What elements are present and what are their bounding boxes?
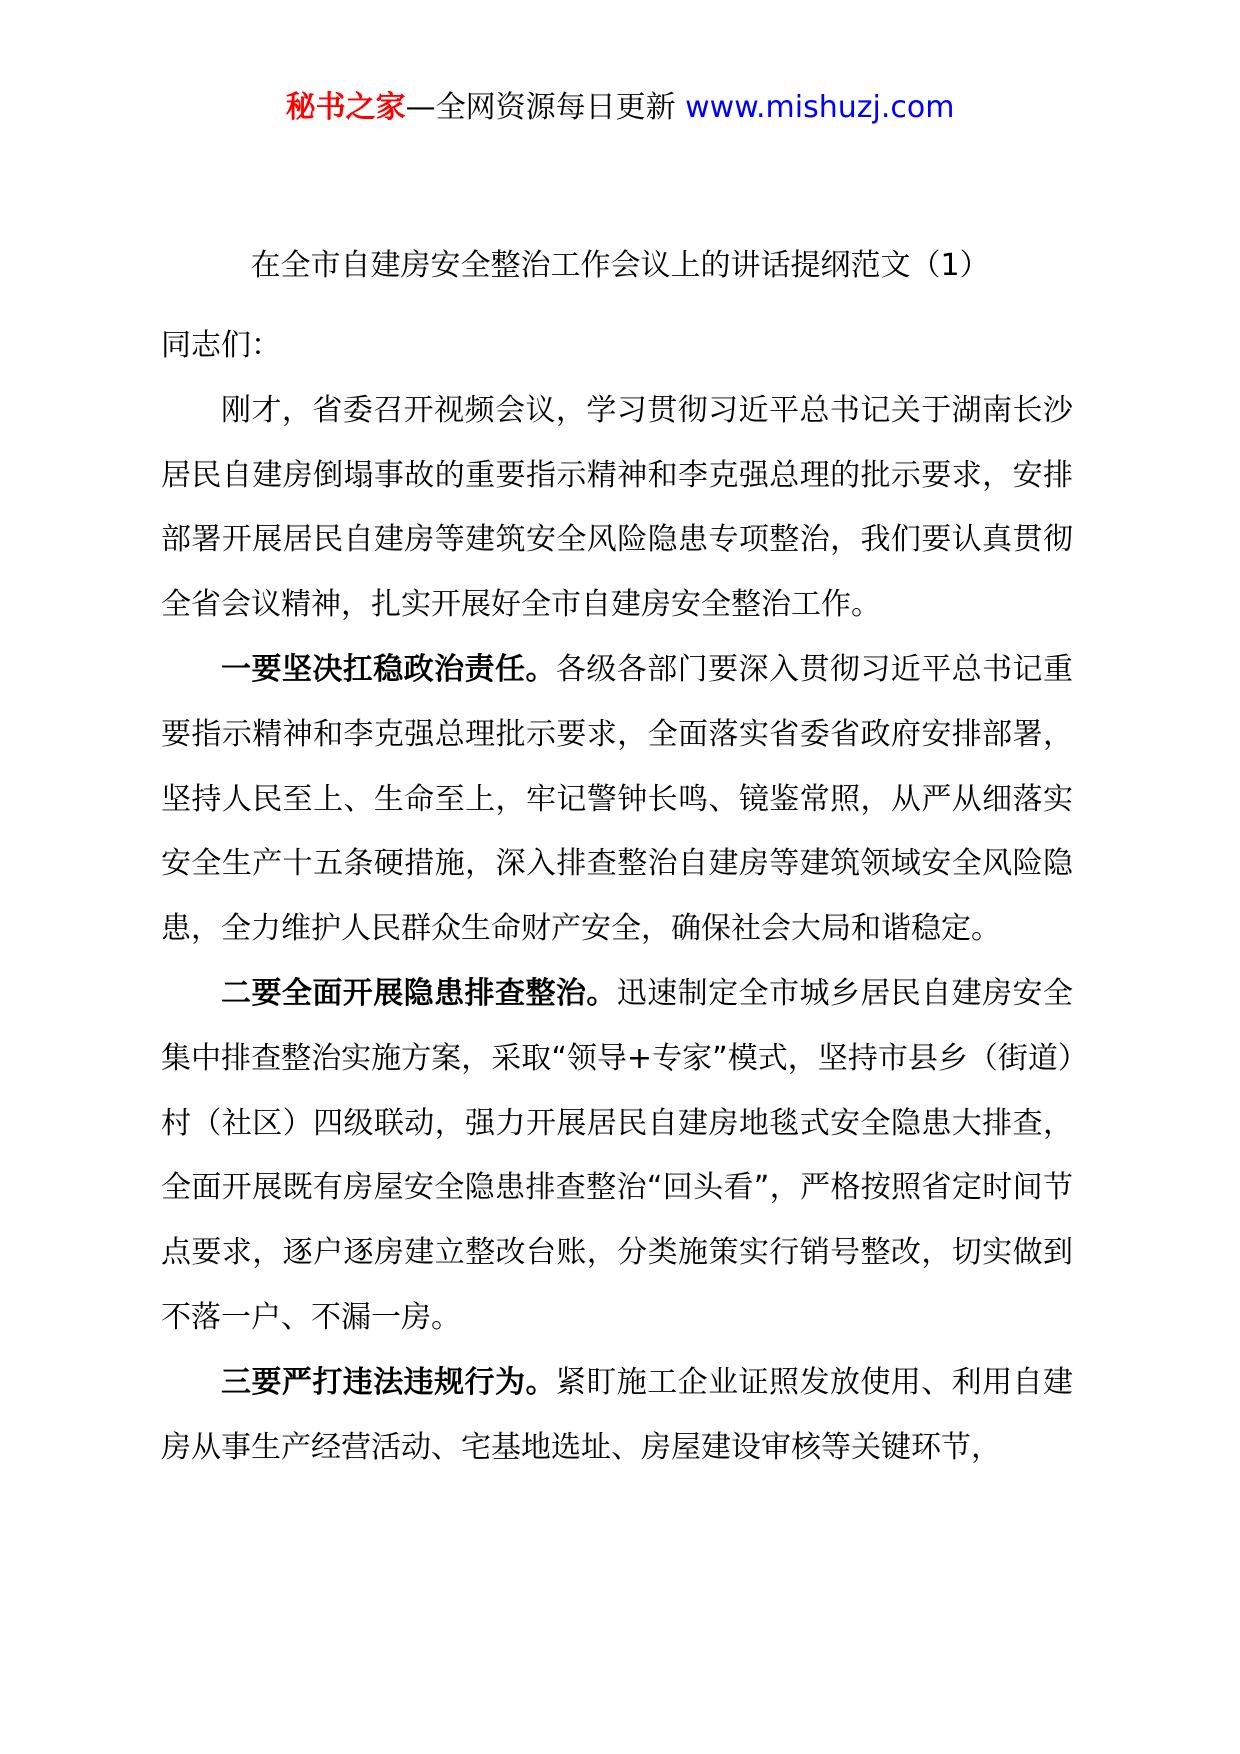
salutation: 同志们： bbox=[161, 328, 281, 363]
site-url-link[interactable]: www.mishuzj.com bbox=[685, 90, 955, 125]
section-paragraph-3 bbox=[161, 1351, 1073, 1481]
document-body bbox=[161, 314, 1073, 1480]
brand-name: 秘书之家 bbox=[285, 90, 406, 125]
section-heading-2: 二要全面开展隐患排查整治。 bbox=[221, 975, 617, 1011]
site-header bbox=[0, 86, 1240, 130]
section-paragraph-1 bbox=[161, 638, 1073, 962]
section-text-3: 紧盯施工企业证照发放使用、利用自建房从事生产经营活动、宅基地选址、房屋建设审核等关键环节， bbox=[161, 1364, 1074, 1465]
header-tagline: —全网资源每日更新 bbox=[405, 90, 676, 125]
section-text-1: 各级各部门要深入贯彻习近平总书记重要指示精神和李克强总理批示要求，全面落实省委省政府安排部署，坚持人民至上、生命至上，牢记警钟长鸣、镜鉴常照，从严从细落实安全生产十五条硬措施，深入排查整治自建房等建筑领域安全风险隐患，全力维护人民群众生命财产安全，确保社会大局和谐稳定。 bbox=[161, 651, 1074, 947]
document-title: 在全市自建房安全整治工作会议上的讲话提纲范文（1） bbox=[250, 248, 990, 283]
section-paragraph-2 bbox=[161, 962, 1073, 1351]
section-heading-1: 一要坚决扛稳政治责任。 bbox=[221, 651, 556, 687]
intro-paragraph: 刚才，省委召开视频会议，学习贯彻习近平总书记关于湖南长沙居民自建房倒塌事故的重要指示精神和李克强总理的批示要求，安排部署开展居民自建房等建筑安全风险隐患专项整治，我们要认真贯彻全省会议精神，扎实开展好全市自建房安全整治工作。 bbox=[161, 392, 1073, 623]
section-text-2: 迅速制定全市城乡居民自建房安全集中排查整治实施方案，采取“领导+专家”模式，坚持市县乡（街道）村（社区）四级联动，强力开展居民自建房地毯式安全隐患大排查，全面开展既有房屋安全隐患排查整治“回头看”，严格按照省定时间节点要求，逐户逐房建立整改台账，分类施策实行销号整改，切实做到不落一户、不漏一房。 bbox=[161, 975, 1074, 1335]
section-heading-3: 三要严打违法违规行为。 bbox=[221, 1364, 556, 1400]
